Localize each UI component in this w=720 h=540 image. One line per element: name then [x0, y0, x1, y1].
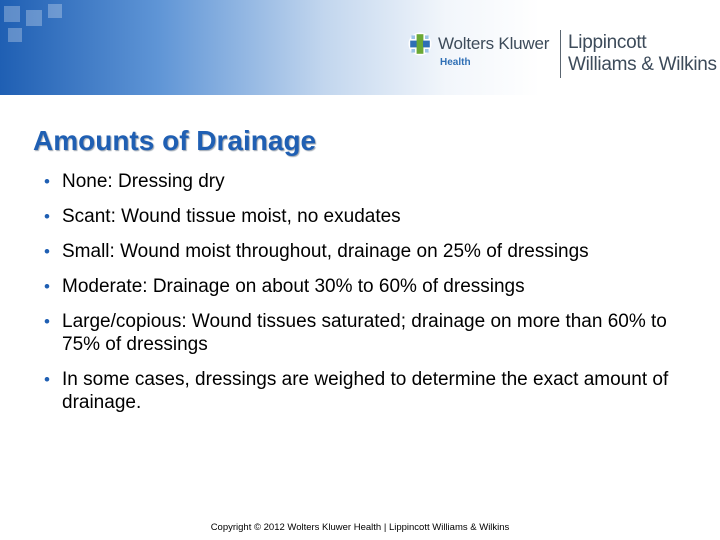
bullet-item: [44, 240, 684, 263]
bullet-text: None: Dressing dry: [62, 171, 225, 192]
division-name: Health: [440, 57, 471, 68]
bullet-item: [44, 205, 684, 228]
bullet-icon: •: [44, 207, 50, 226]
bullet-text: Scant: Wound tissue moist, no exudates: [62, 206, 401, 227]
bullet-list: [44, 170, 684, 426]
bullet-icon: •: [44, 312, 50, 331]
header-band: [0, 0, 720, 95]
imprint-line-2: Williams & Wilkins: [568, 54, 717, 75]
company-name: Wolters Kluwer: [438, 34, 550, 53]
bullet-item: [44, 275, 684, 298]
decorative-square: [4, 6, 20, 22]
logo-divider: [560, 30, 561, 78]
wolters-kluwer-logo-icon: [408, 32, 432, 56]
bullet-item: [44, 310, 684, 356]
decorative-square: [26, 10, 42, 26]
bullet-text: Large/copious: Wound tissues saturated; drainage on more than 60% to 75% of dressings: [62, 311, 667, 355]
bullet-text: Moderate: Drainage on about 30% to 60% of dressings: [62, 276, 525, 297]
slide-title: Amounts of Drainage: [33, 125, 317, 156]
publisher-logo: [408, 28, 718, 78]
decorative-square: [8, 28, 22, 42]
bullet-icon: •: [44, 242, 50, 261]
bullet-icon: •: [44, 277, 50, 296]
bullet-item: [44, 170, 684, 193]
bullet-icon: •: [44, 172, 50, 191]
bullet-icon: •: [44, 370, 50, 389]
imprint-line-1: Lippincott: [568, 32, 647, 53]
decorative-square: [48, 4, 62, 18]
bullet-text: Small: Wound moist throughout, drainage on 25% of dressings: [62, 241, 589, 262]
bullet-item: [44, 368, 684, 414]
bullet-text: In some cases, dressings are weighed to determine the exact amount of drainage.: [62, 369, 669, 413]
copyright-footer: Copyright © 2012 Wolters Kluwer Health | Lippincott Williams & Wilkins: [210, 522, 510, 533]
